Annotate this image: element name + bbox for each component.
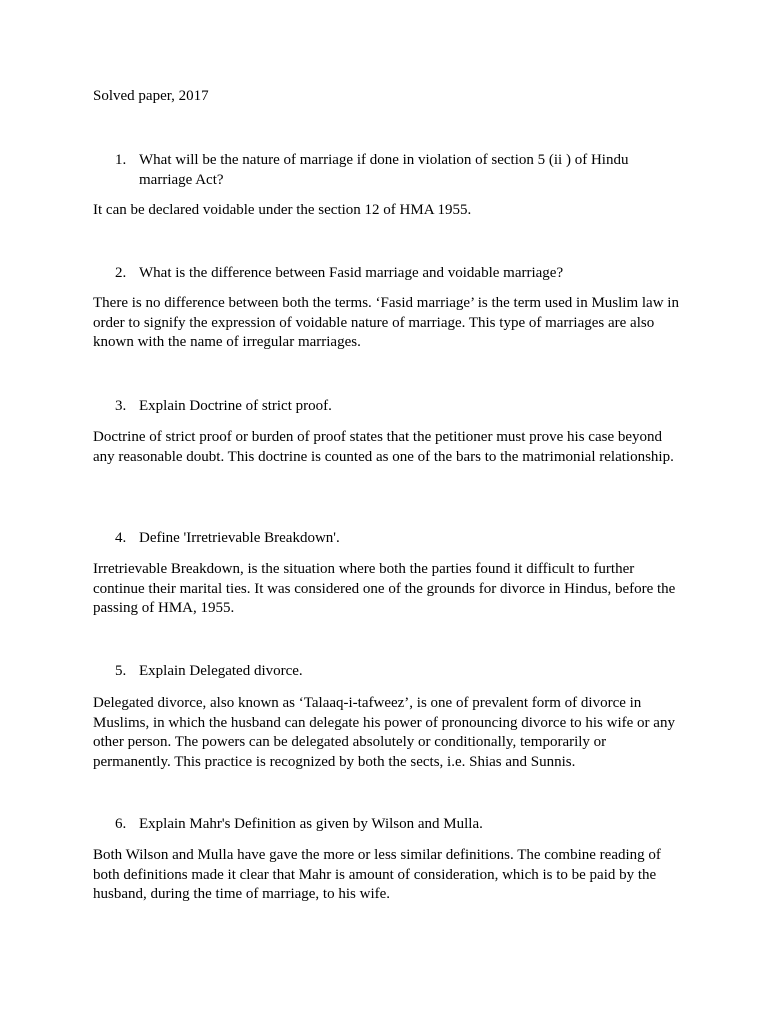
question-3: [115, 397, 675, 417]
question-number: 5.: [115, 663, 127, 679]
answer-2: There is no difference between both the terms. ‘Fasid marriage’ is the term used in Muslim law in order to signify the expression of voidable nature of marriage. This type of marriages are also known with the name of irregular marriages.: [93, 295, 679, 350]
question-number: 2.: [115, 265, 127, 281]
answer-1: It can be declared voidable under the section 12 of HMA 1955.: [93, 202, 472, 218]
question-text: Explain Doctrine of strict proof.: [139, 398, 332, 414]
question-5: [115, 662, 675, 682]
question-text: Explain Delegated divorce.: [139, 663, 303, 679]
question-6: [115, 815, 675, 835]
answer-5: Delegated divorce, also known as ‘Talaaq-i-tafweez’, is one of prevalent form of divorce in Muslims, in which the husband can delegate his power of pronouncing divorce to his wife or any other person. The powers can be delegated absolutely or conditionally, temporarily or permanently. This practice is recognized by both the sects, i.e. Shias and Sunnis.: [93, 695, 675, 770]
question-4: [115, 529, 675, 549]
question-text: What will be the nature of marriage if done in violation of section 5 (ii ) of Hindu marriage Act?: [139, 152, 629, 188]
question-1: [115, 151, 675, 190]
question-text: Define 'Irretrievable Breakdown'.: [139, 530, 340, 546]
question-number: 1.: [115, 152, 127, 168]
question-number: 4.: [115, 530, 127, 546]
document-title: Solved paper, 2017: [93, 88, 209, 104]
question-text: Explain Mahr's Definition as given by Wilson and Mulla.: [139, 816, 483, 832]
answer-6: Both Wilson and Mulla have gave the more or less similar definitions. The combine reading of both definitions made it clear that Mahr is amount of consideration, which is to be paid by the husband, during the time of marriage, to his wife.: [93, 847, 661, 902]
question-number: 6.: [115, 816, 127, 832]
answer-3: Doctrine of strict proof or burden of proof states that the petitioner must prove his case beyond any reasonable doubt. This doctrine is counted as one of the bars to the matrimonial relationship.: [93, 429, 674, 465]
question-2: [115, 264, 675, 284]
answer-4: Irretrievable Breakdown, is the situation where both the parties found it difficult to further continue their marital ties. It was considered one of the grounds for divorce in Hindus, before the passing of HMA, 1955.: [93, 561, 676, 616]
question-text: What is the difference between Fasid marriage and voidable marriage?: [139, 265, 564, 281]
question-number: 3.: [115, 398, 127, 414]
